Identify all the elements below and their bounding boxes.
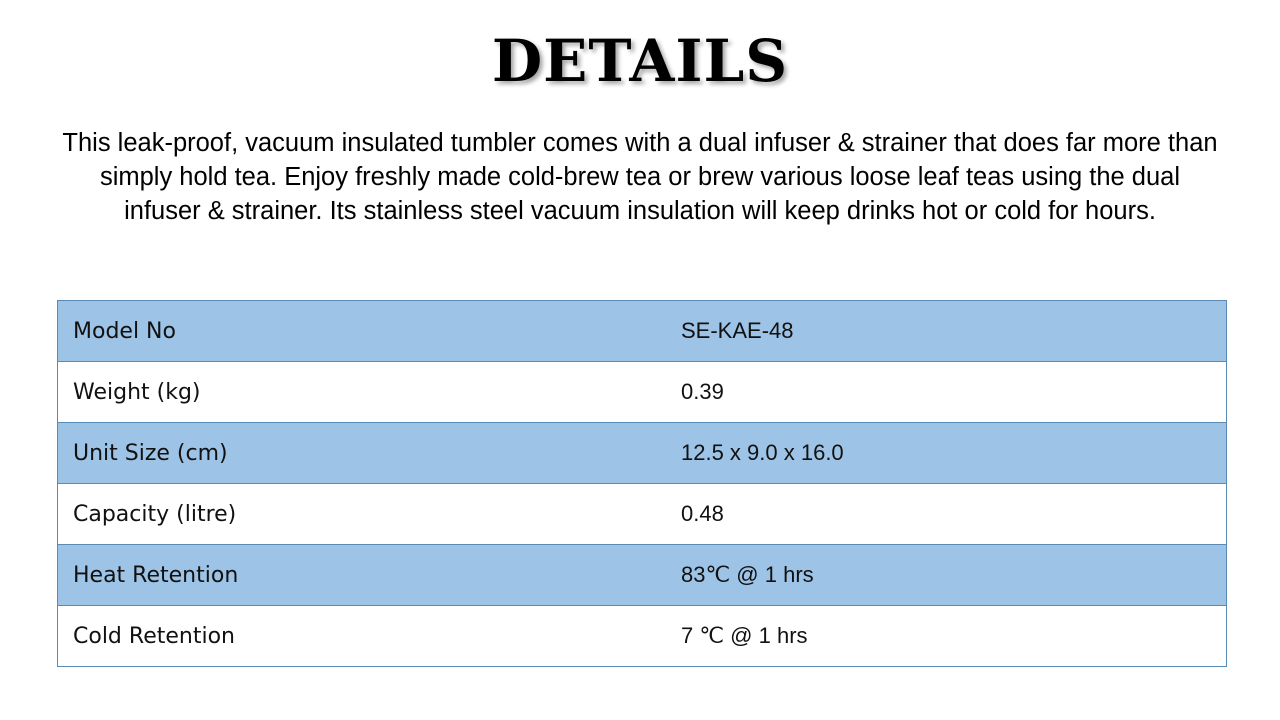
table-row bbox=[58, 606, 1227, 667]
page-title: DETAILS bbox=[491, 27, 789, 95]
spec-value-heat-retention: 83℃ @ 1 hrs bbox=[667, 545, 1227, 606]
spec-label-capacity: Capacity (litre) bbox=[58, 484, 668, 545]
spec-value-capacity: 0.48 bbox=[667, 484, 1227, 545]
spec-label-heat-retention: Heat Retention bbox=[58, 545, 668, 606]
table-row bbox=[58, 545, 1227, 606]
table-row bbox=[58, 301, 1227, 362]
table-row bbox=[58, 484, 1227, 545]
spec-label-unit-size: Unit Size (cm) bbox=[58, 423, 668, 484]
product-description: This leak-proof, vacuum insulated tumbler comes with a dual infuser & strainer that does far more than simply hold tea. Enjoy freshly made cold-brew tea or brew various loose leaf teas using the dual infuser & strainer. Its stainless steel vacuum insulation will keep drinks hot or cold for hours. bbox=[62, 129, 1218, 225]
table-row bbox=[58, 423, 1227, 484]
spec-value-unit-size: 12.5 x 9.0 x 16.0 bbox=[667, 423, 1227, 484]
spec-value-cold-retention: 7 ℃ @ 1 hrs bbox=[667, 606, 1227, 667]
table-row bbox=[58, 362, 1227, 423]
spec-label-weight: Weight (kg) bbox=[58, 362, 668, 423]
specifications-table bbox=[57, 300, 1227, 667]
spec-value-model-no: SE-KAE-48 bbox=[667, 301, 1227, 362]
spec-label-cold-retention: Cold Retention bbox=[58, 606, 668, 667]
spec-value-weight: 0.39 bbox=[667, 362, 1227, 423]
spec-label-model-no: Model No bbox=[58, 301, 668, 362]
